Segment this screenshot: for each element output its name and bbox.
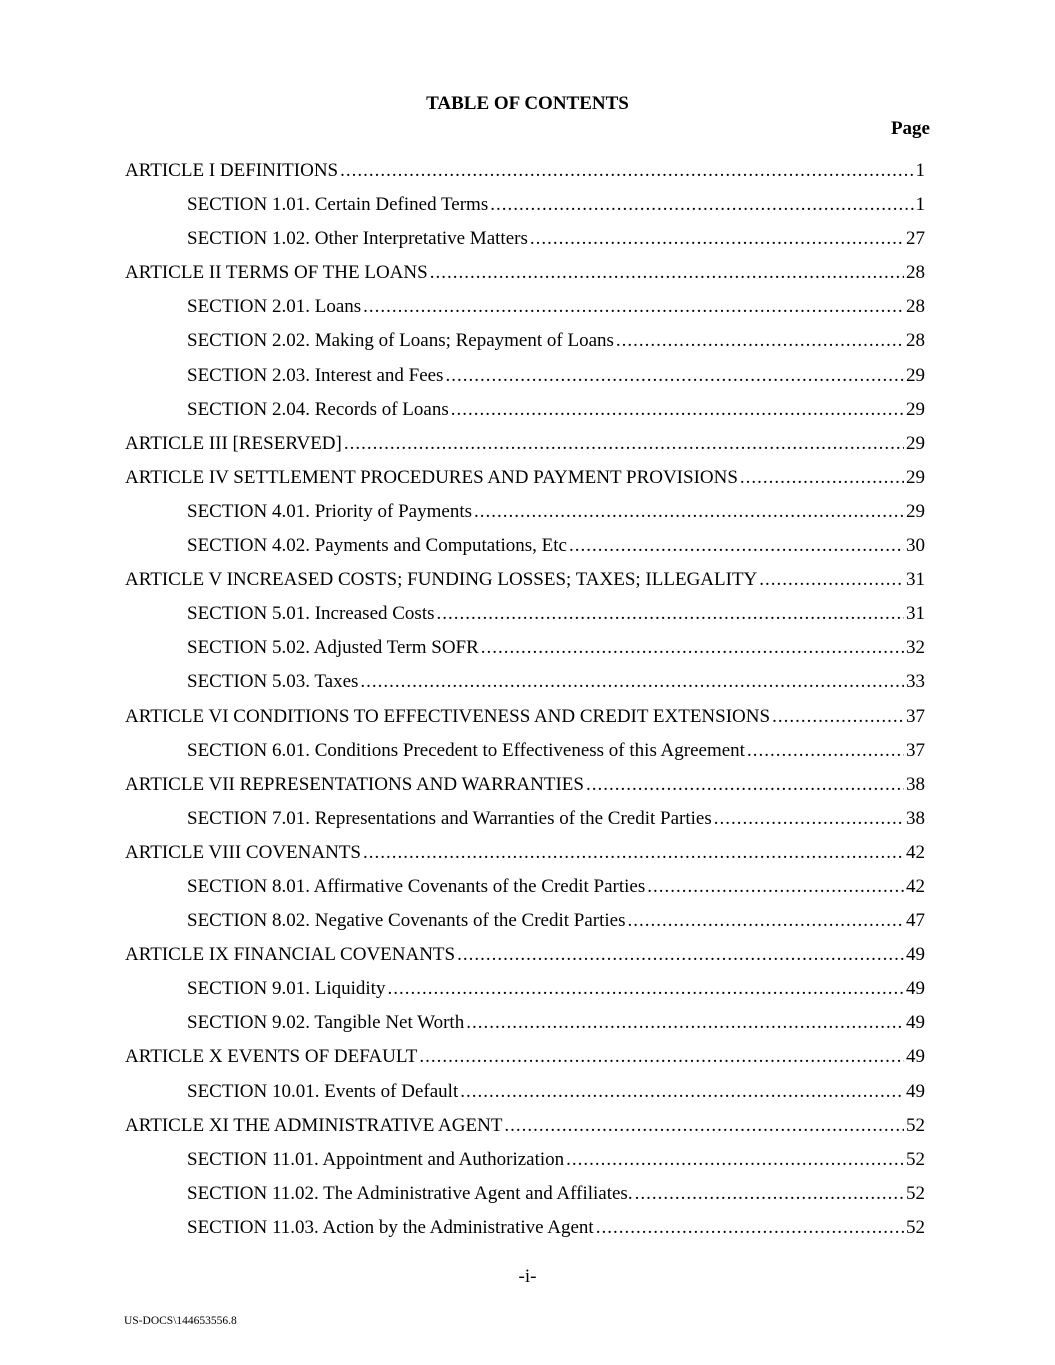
- document-id: US-DOCS\144653556.8: [124, 1315, 237, 1327]
- toc-section-entry[interactable]: [125, 1078, 925, 1112]
- dot-leader: [747, 737, 904, 765]
- toc-section-entry[interactable]: [125, 975, 925, 1009]
- toc-entry-page: 27: [906, 228, 925, 250]
- toc-article-entry[interactable]: [125, 839, 925, 873]
- toc-section-entry[interactable]: [125, 1146, 925, 1180]
- toc-entry-label: ARTICLE V INCREASED COSTS; FUNDING LOSSES; TAXES; ILLEGALITY: [125, 569, 758, 591]
- toc-section-entry[interactable]: [125, 191, 925, 225]
- toc-entry-page: 42: [906, 841, 925, 863]
- dot-leader: [340, 157, 913, 185]
- toc-entry-label: SECTION 9.02. Tangible Net Worth: [187, 1012, 465, 1034]
- dot-leader: [714, 805, 904, 833]
- toc-article-entry[interactable]: [125, 430, 925, 464]
- toc-section-entry[interactable]: [125, 498, 925, 532]
- toc-entry-page: 28: [906, 330, 925, 352]
- toc-entry-page: 49: [906, 1080, 925, 1102]
- toc-entry-page: 29: [906, 364, 925, 386]
- toc-entry-label: SECTION 11.02. The Administrative Agent and Affiliates.: [187, 1182, 633, 1204]
- toc-entry-page: 30: [906, 535, 925, 557]
- toc-section-entry[interactable]: [125, 1214, 925, 1248]
- dot-leader: [363, 293, 904, 321]
- toc-entry-label: SECTION 5.02. Adjusted Term SOFR: [187, 637, 479, 659]
- toc-entry-page: 38: [906, 807, 925, 829]
- toc-entry-page: 29: [906, 500, 925, 522]
- toc-entry-label: ARTICLE VI CONDITIONS TO EFFECTIVENESS AND CREDIT EXTENSIONS: [125, 705, 771, 727]
- dot-leader: [596, 1214, 904, 1242]
- toc-section-entry[interactable]: [125, 600, 925, 634]
- toc-entry-label: ARTICLE I DEFINITIONS: [125, 160, 339, 181]
- toc-entry-label: SECTION 8.02. Negative Covenants of the Credit Parties: [187, 910, 626, 932]
- toc-section-entry[interactable]: [125, 805, 925, 839]
- toc-entry-label: SECTION 9.01. Liquidity: [187, 978, 386, 1000]
- toc-article-entry[interactable]: [125, 157, 925, 191]
- dot-leader: [635, 1180, 904, 1208]
- toc-entry-page: 33: [906, 671, 925, 693]
- dot-leader: [504, 1112, 904, 1140]
- dot-leader: [616, 327, 904, 355]
- toc-entry-page: 52: [906, 1216, 925, 1238]
- toc-entry-page: 49: [906, 944, 925, 966]
- dot-leader: [419, 1043, 904, 1071]
- toc-entry-label: SECTION 7.01. Representations and Warranties of the Credit Parties: [187, 807, 712, 829]
- dot-leader: [759, 566, 904, 594]
- dot-leader: [363, 839, 904, 867]
- dot-leader: [481, 634, 904, 662]
- toc-entry-label: ARTICLE III [RESERVED]: [125, 432, 342, 454]
- toc-entry-label: SECTION 8.01. Affirmative Covenants of the Credit Parties: [187, 875, 646, 897]
- toc-entry-page: 1: [915, 194, 925, 216]
- toc-entry-page: 31: [906, 569, 925, 591]
- toc-entry-label: ARTICLE VIII COVENANTS: [125, 841, 361, 863]
- toc-entry-label: SECTION 4.02. Payments and Computations, Etc: [187, 535, 567, 557]
- toc-article-entry[interactable]: [125, 703, 925, 737]
- toc-section-entry[interactable]: [125, 668, 925, 702]
- toc-entry-label: SECTION 2.03. Interest and Fees: [187, 364, 444, 386]
- toc-section-entry[interactable]: [125, 737, 925, 771]
- toc-entry-page: 47: [906, 910, 925, 932]
- dot-leader: [474, 498, 904, 526]
- toc-section-entry[interactable]: [125, 1180, 925, 1214]
- toc-article-entry[interactable]: [125, 771, 925, 805]
- toc-entry-label: SECTION 4.01. Priority of Payments: [187, 500, 472, 522]
- toc-entry-label: SECTION 5.01. Increased Costs: [187, 603, 435, 625]
- toc-section-entry[interactable]: [125, 1009, 925, 1043]
- toc-entry-label: SECTION 1.01. Certain Defined Terms: [187, 194, 489, 216]
- toc-section-entry[interactable]: [125, 634, 925, 668]
- toc-entry-page: 32: [906, 637, 925, 659]
- toc-article-entry[interactable]: [125, 1112, 925, 1146]
- toc-entry-label: SECTION 1.02. Other Interpretative Matters: [187, 228, 528, 250]
- dot-leader: [457, 941, 904, 969]
- dot-leader: [445, 362, 904, 390]
- toc-section-entry[interactable]: [125, 396, 925, 430]
- page-number: -i-: [518, 1266, 537, 1287]
- toc-entry-page: 29: [906, 466, 925, 488]
- toc-entry-page: 52: [906, 1182, 925, 1204]
- toc-entry-label: ARTICLE X EVENTS OF DEFAULT: [125, 1046, 418, 1068]
- toc-section-entry[interactable]: [125, 293, 925, 327]
- dot-leader: [647, 873, 904, 901]
- dot-leader: [530, 225, 904, 253]
- toc-entry-page: 29: [906, 432, 925, 454]
- dot-leader: [387, 975, 904, 1003]
- toc-entry-page: 28: [906, 262, 925, 284]
- toc-entry-page: 42: [906, 875, 925, 897]
- toc-entry-label: SECTION 2.04. Records of Loans: [187, 398, 449, 420]
- toc-entry-page: 49: [906, 978, 925, 1000]
- toc-entry-label: SECTION 11.01. Appointment and Authorization: [187, 1148, 565, 1170]
- toc-entry-page: 31: [906, 603, 925, 625]
- dot-leader: [430, 259, 904, 287]
- toc-section-entry[interactable]: [125, 532, 925, 566]
- dot-leader: [628, 907, 904, 935]
- toc-title: TABLE OF CONTENTS: [426, 93, 629, 114]
- toc-article-entry[interactable]: [125, 566, 925, 600]
- toc-entry-label: SECTION 6.01. Conditions Precedent to Effectiveness of this Agreement: [187, 739, 745, 761]
- toc-section-entry[interactable]: [125, 327, 925, 361]
- toc-entry-page: 52: [906, 1148, 925, 1170]
- toc-entry-page: 1: [915, 160, 925, 181]
- dot-leader: [451, 396, 904, 424]
- dot-leader: [566, 1146, 904, 1174]
- dot-leader: [569, 532, 904, 560]
- toc-entry-page: 52: [906, 1114, 925, 1136]
- toc-article-entry[interactable]: [125, 259, 925, 293]
- toc-entry-label: ARTICLE IX FINANCIAL COVENANTS: [125, 944, 456, 966]
- dot-leader: [466, 1009, 904, 1037]
- toc-entry-label: SECTION 11.03. Action by the Administrative Agent: [187, 1216, 594, 1238]
- toc-article-entry[interactable]: [125, 464, 925, 498]
- toc-entry-page: 49: [906, 1012, 925, 1034]
- dot-leader: [490, 191, 913, 219]
- toc-entry-label: ARTICLE VII REPRESENTATIONS AND WARRANTIES: [125, 773, 584, 795]
- toc-section-entry[interactable]: [125, 907, 925, 941]
- toc-entry-page: 37: [906, 739, 925, 761]
- dot-leader: [437, 600, 905, 628]
- toc-list: [125, 157, 925, 1248]
- toc-section-entry[interactable]: [125, 225, 925, 259]
- toc-entry-label: SECTION 5.03. Taxes: [187, 671, 359, 693]
- dot-leader: [740, 464, 904, 492]
- toc-entry-label: ARTICLE II TERMS OF THE LOANS: [125, 262, 428, 284]
- dot-leader: [344, 430, 904, 458]
- toc-article-entry[interactable]: [125, 941, 925, 975]
- toc-entry-page: 28: [906, 296, 925, 318]
- toc-section-entry[interactable]: [125, 873, 925, 907]
- page-column-header: Page: [890, 118, 930, 139]
- toc-entry-page: 38: [906, 773, 925, 795]
- dot-leader: [360, 668, 904, 696]
- toc-entry-label: SECTION 2.01. Loans: [187, 296, 362, 318]
- toc-entry-page: 49: [906, 1046, 925, 1068]
- toc-section-entry[interactable]: [125, 362, 925, 396]
- toc-article-entry[interactable]: [125, 1043, 925, 1077]
- dot-leader: [772, 703, 904, 731]
- dot-leader: [460, 1078, 904, 1106]
- toc-entry-label: ARTICLE IV SETTLEMENT PROCEDURES AND PAYMENT PROVISIONS: [125, 466, 738, 488]
- toc-entry-label: SECTION 2.02. Making of Loans; Repayment of Loans: [187, 330, 614, 352]
- dot-leader: [586, 771, 904, 799]
- toc-entry-label: SECTION 10.01. Events of Default: [187, 1080, 459, 1102]
- toc-entry-page: 37: [906, 705, 925, 727]
- toc-entry-label: ARTICLE XI THE ADMINISTRATIVE AGENT: [125, 1114, 503, 1136]
- toc-entry-page: 29: [906, 398, 925, 420]
